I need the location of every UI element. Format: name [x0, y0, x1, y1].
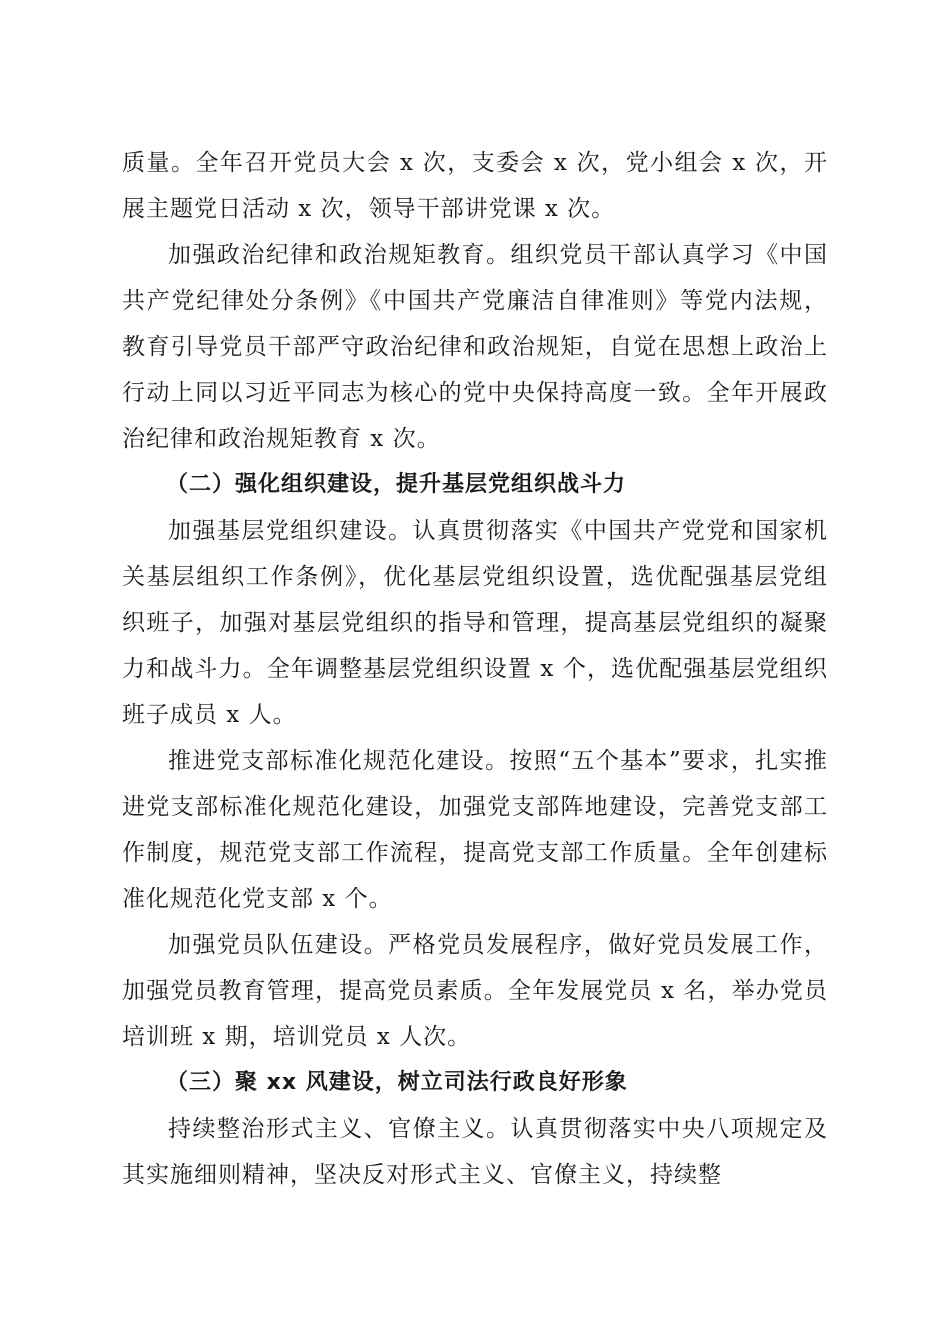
paragraph-member-team: 加强党员队伍建设。严格党员发展程序，做好党员发展工作，加强党员教育管理，提高党员素质。全年发展党员 x 名，举办党员培训班 x 期，培训党员 x 人次。: [122, 932, 828, 1050]
paragraph-branch-standardization: 推进党支部标准化规范化建设。按照“五个基本”要求，扎实推进党支部标准化规范化建设，加强党支部阵地建设，完善党支部工作制度，规范党支部工作流程，提高党支部工作质量。全年创建标准化规范化党支部 x 个。: [122, 748, 828, 912]
paragraph-meeting-stats: 质量。全年召开党员大会 x 次，支委会 x 次，党小组会 x 次，开展主题党日活动 x 次，领导干部讲党课 x 次。: [122, 150, 828, 222]
document-page: [122, 140, 828, 1198]
paragraph-grassroots-organization: 加强基层党组织建设。认真贯彻落实《中国共产党党和国家机关基层组织工作条例》，优化基层党组织设置，选优配强基层党组织班子，加强对基层党组织的指导和管理，提高基层党组织的凝聚力和战斗力。全年调整基层党组织设置 x 个，选优配强基层党组织班子成员 x 人。: [122, 518, 828, 728]
paragraph-anti-formalism: 持续整治形式主义、官僚主义。认真贯彻落实中央八项规定及其实施细则精神，坚决反对形式主义、官僚主义，持续整: [122, 1116, 828, 1188]
paragraph-discipline-education: 加强政治纪律和政治规矩教育。组织党员干部认真学习《中国共产党纪律处分条例》《中国共产党廉洁自律准则》等党内法规，教育引导党员干部严守政治纪律和政治规矩，自觉在思想上政治上行动上同以习近平同志为核心的党中央保持高度一致。全年开展政治纪律和政治规矩教育 x 次。: [122, 242, 828, 452]
section-heading-organization: （二）强化组织建设，提升基层党组织战斗力: [166, 472, 627, 497]
section-heading-style: （三）聚 xx 风建设，树立司法行政良好形象: [166, 1070, 628, 1095]
